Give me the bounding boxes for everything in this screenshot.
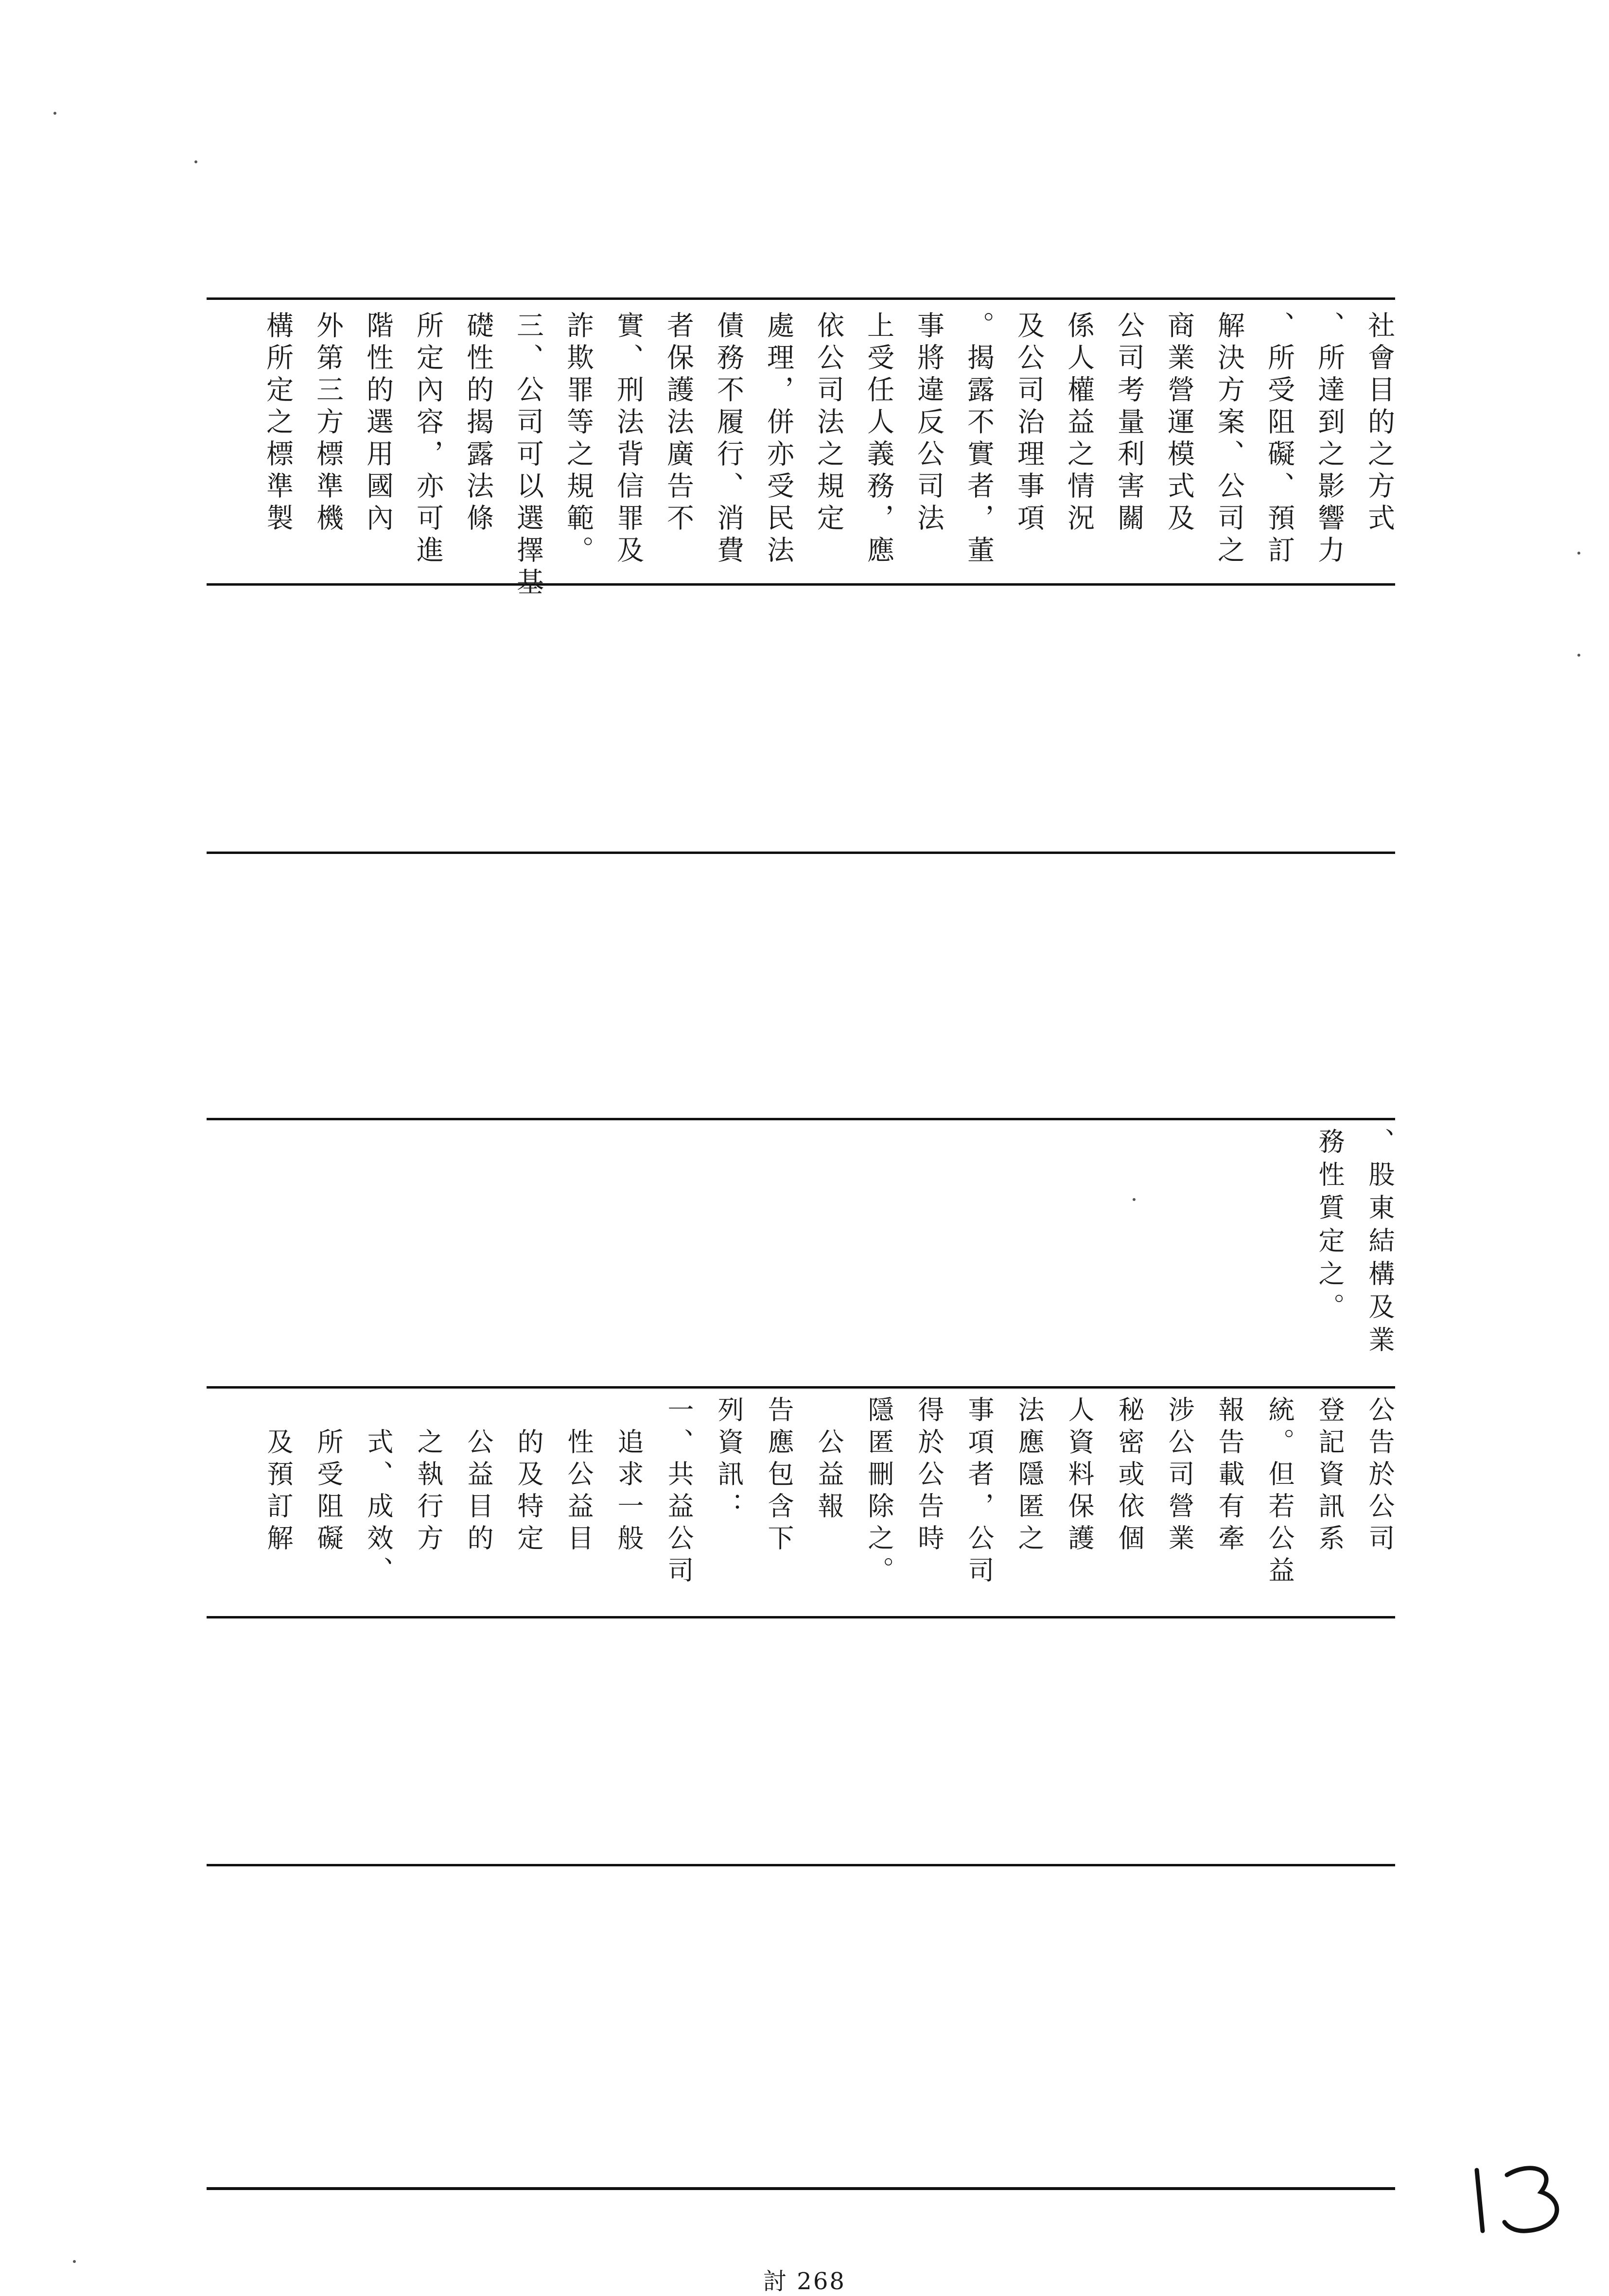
text-column: 詐欺罪等之規範。 [562, 311, 594, 568]
table-rule-5 [207, 1616, 1395, 1618]
text-column: 及預訂解 [263, 1396, 294, 1556]
text-column: 、所受阻礙、預訂 [1263, 311, 1295, 568]
text-column: 解決方案、公司之 [1213, 311, 1245, 568]
table-rule-4 [207, 1386, 1395, 1389]
text-column: 一、共益公司 [664, 1396, 694, 1588]
table-bottom-rule [207, 2187, 1395, 2190]
text-column: 追求一般 [613, 1396, 644, 1556]
text-column: 統。但若公益 [1264, 1396, 1295, 1588]
text-column: 者保護法廣告不 [663, 311, 694, 536]
table-rule-2 [207, 852, 1395, 854]
section-a-text [207, 311, 1395, 600]
text-column: 務性質定之。 [1314, 1128, 1345, 1326]
text-column: 三、公司可以選擇基 [512, 311, 544, 600]
text-column: 告應包含下 [764, 1396, 794, 1556]
scan-speck [73, 2260, 76, 2263]
text-column: 商業營運模式及 [1163, 311, 1195, 536]
text-column: 、股東結構及業 [1364, 1128, 1395, 1359]
scan-speck [53, 112, 56, 115]
table-top-rule [207, 297, 1395, 300]
text-column: 隱匿刪除之。 [864, 1396, 894, 1588]
text-column: 所定內容，亦可進 [412, 311, 444, 568]
text-column: 及公司治理事項 [1013, 311, 1045, 536]
text-column: 實、刑法背信罪及 [612, 311, 644, 568]
scan-speck [1577, 552, 1580, 555]
text-column: 登記資訊系 [1314, 1396, 1345, 1556]
text-column: 社會目的之方式 [1364, 311, 1395, 536]
text-column: 係人權益之情況 [1063, 311, 1095, 536]
text-column: 上受任人義務，應 [863, 311, 894, 568]
text-column: 式、成效、 [363, 1396, 394, 1588]
text-column: 事項者，公司 [964, 1396, 995, 1588]
text-column: 性公益目 [563, 1396, 594, 1556]
page-number: 討 268 [763, 2268, 846, 2295]
text-column: 債務不履行、消費 [713, 311, 744, 568]
text-column: 得於公告時 [914, 1396, 944, 1556]
text-column: 事將違反公司法 [913, 311, 944, 536]
table-rule-3 [207, 1118, 1395, 1120]
handwritten-page-number [1463, 2158, 1575, 2236]
text-column: 所受阻礙 [313, 1396, 344, 1556]
text-column: 公益目的 [463, 1396, 494, 1556]
text-column: 依公司法之規定 [813, 311, 844, 536]
table-rule-1 [207, 583, 1395, 586]
text-column: 構所定之標準製 [262, 311, 294, 536]
text-column: 、所達到之影響力 [1313, 311, 1345, 568]
table-rule-6 [207, 1864, 1395, 1866]
scan-speck [194, 160, 197, 163]
text-column: 法應隱匿之 [1014, 1396, 1045, 1556]
text-column: 的及特定 [513, 1396, 544, 1556]
text-column: 礎性的揭露法條 [462, 311, 494, 536]
text-column: 人資料保護 [1064, 1396, 1095, 1556]
text-column: 列資訊： [714, 1396, 744, 1524]
section-c-text [207, 1396, 1395, 1610]
text-column: 外第三方標準機 [312, 311, 344, 536]
text-column: 報告載有牽 [1214, 1396, 1245, 1556]
text-column: 之執行方 [413, 1396, 444, 1556]
text-column: 秘密或依個 [1114, 1396, 1145, 1556]
scan-speck [1577, 654, 1580, 657]
text-column: 公益報 [814, 1396, 844, 1524]
scan-speck [1133, 1198, 1136, 1201]
section-b-text [207, 1128, 1395, 1380]
text-column: 公司考量利害關 [1113, 311, 1145, 536]
text-column: 處理，併亦受民法 [763, 311, 794, 568]
text-column: 公告於公司 [1364, 1396, 1395, 1556]
text-column: 階性的選用國內 [362, 311, 394, 536]
text-column: 涉公司營業 [1164, 1396, 1195, 1556]
text-column: 。揭露不實者，董 [963, 311, 995, 568]
